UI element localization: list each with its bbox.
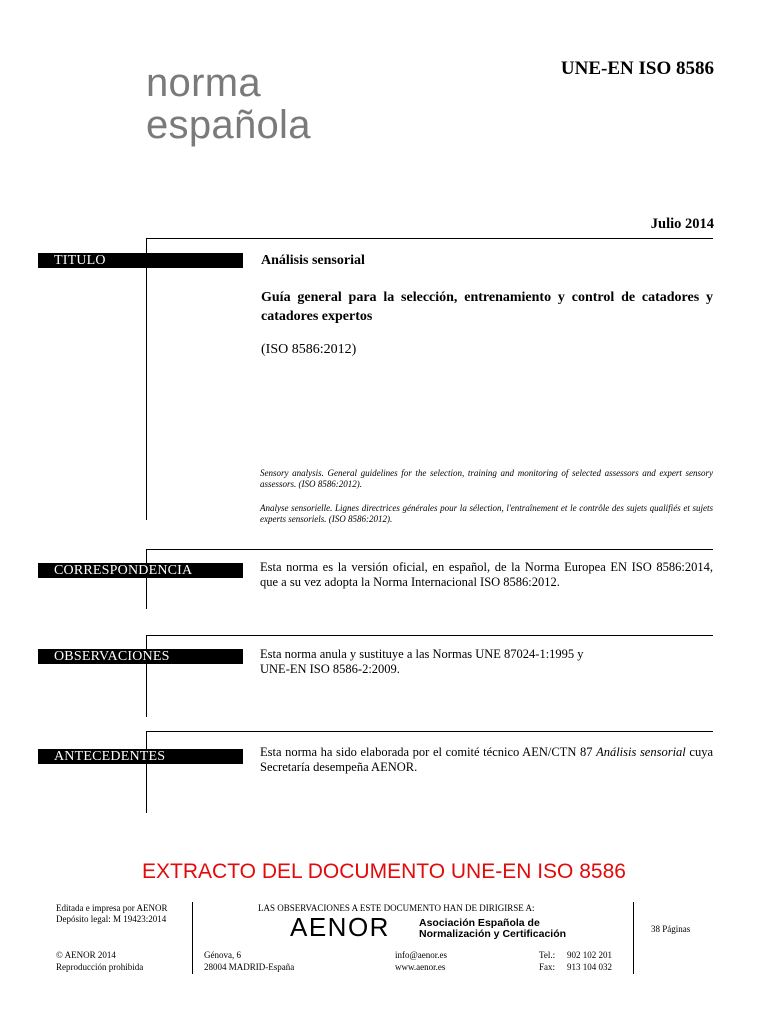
correspondencia-text: Esta norma es la versión oficial, en español, de la Norma Europea EN ISO 8586:2014, que a su vez adopta la Norma Internacional ISO 8586:2012. xyxy=(260,560,713,589)
fax-value: 913 104 032 xyxy=(567,962,612,972)
copyright: © AENOR 2014 xyxy=(56,950,116,960)
section-label-antecedentes: ANTECEDENTES xyxy=(38,749,243,764)
tel-value: 902 102 201 xyxy=(567,950,612,960)
section-label-correspondencia: CORRESPONDENCIA xyxy=(38,563,243,578)
committee-name: Análisis sensorial xyxy=(596,745,686,759)
english-title: Sensory analysis. General guidelines for the selection, training and monitoring of selected assessors and expert sensory assessors. (ISO 8586:2012). xyxy=(260,468,713,489)
observaciones-text xyxy=(260,647,713,677)
edited-by: Editada e impresa por AENOR xyxy=(56,903,168,913)
observaciones-line-2: UNE-EN ISO 8586-2:2009. xyxy=(260,662,400,676)
aenor-association-name xyxy=(419,918,566,940)
address-city: 28004 MADRID-España xyxy=(204,962,295,972)
tel-label: Tel.: xyxy=(539,950,556,960)
footer-divider-left xyxy=(192,902,193,974)
assoc-line-1: Asociación Española de xyxy=(419,917,540,929)
reproduction-notice: Reproducción prohibida xyxy=(56,962,144,972)
section-label-titulo: TITULO xyxy=(38,253,243,268)
publication-date: Julio 2014 xyxy=(650,216,714,232)
antecedentes-divider-vertical xyxy=(146,731,147,813)
brand-norma: norma xyxy=(146,61,261,105)
address-street: Génova, 6 xyxy=(204,950,241,960)
legal-deposit: Depósito legal: M 19423:2014 xyxy=(56,914,167,924)
subtitle: Guía general para la selección, entrenamiento y control de catadores y catadores expertos xyxy=(261,290,713,324)
observations-header: LAS OBSERVACIONES A ESTE DOCUMENTO HAN DE DIRIGIRSE A: xyxy=(258,903,535,913)
standard-code: UNE-EN ISO 8586 xyxy=(560,58,714,79)
page-count: 38 Páginas xyxy=(651,924,691,934)
antecedentes-rule xyxy=(146,731,713,732)
correspondencia-divider-vertical xyxy=(146,549,147,609)
section-label-observaciones: OBSERVACIONES xyxy=(38,649,243,664)
aenor-logo: AENOR xyxy=(290,912,390,942)
website-link[interactable]: www.aenor.es xyxy=(395,962,446,972)
correspondencia-rule xyxy=(146,549,713,550)
main-title: Análisis sensorial xyxy=(261,253,365,268)
antecedentes-text-end: cuya Secretaría desempeña AENOR. xyxy=(260,745,713,774)
footer-divider-right xyxy=(633,902,634,974)
antecedentes-text-start: Esta norma ha sido elaborada por el comité técnico AEN/CTN 87 xyxy=(260,745,597,759)
titulo-divider-vertical xyxy=(146,238,147,520)
email-link[interactable]: info@aenor.es xyxy=(395,950,448,960)
brand-espanola: española xyxy=(146,103,311,147)
observaciones-rule xyxy=(146,635,713,636)
extract-notice: EXTRACTO DEL DOCUMENTO UNE-EN ISO 8586 xyxy=(142,860,626,883)
assoc-line-2: Normalización y Certificación xyxy=(419,928,567,940)
fax-label: Fax: xyxy=(539,962,556,972)
titulo-rule xyxy=(146,238,713,239)
observaciones-line-1: Esta norma anula y sustituye a las Normas UNE 87024-1:1995 y xyxy=(260,647,584,661)
observaciones-divider-vertical xyxy=(146,635,147,717)
antecedentes-text xyxy=(260,745,713,775)
iso-reference: (ISO 8586:2012) xyxy=(261,342,357,357)
french-title: Analyse sensorielle. Lignes directrices générales pour la sélection, l'entraînement et le contrôle des sujets qualifiés et sujets experts sensoriels. (ISO 8586:2012). xyxy=(260,503,713,524)
